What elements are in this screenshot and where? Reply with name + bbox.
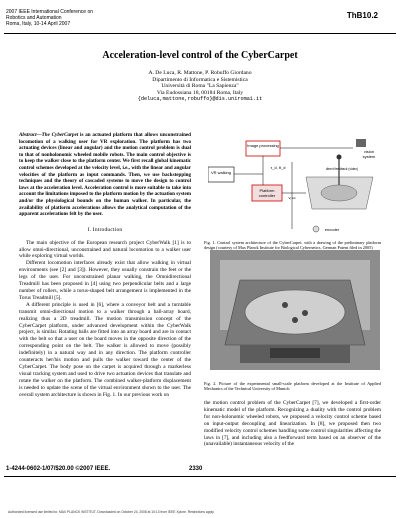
isbn-footer: 1-4244-0602-1/07/$20.00 ©2007 IEEE.: [6, 466, 111, 472]
v-omega-label: v, ω: [288, 195, 296, 200]
abstract-body: is an actuated platform that allows unconstrained locomotion of a walking user for VR exploration. The platform has two actuating devices (linear and angular) and the motion control problem is dual to that of nonholonomic wheeled mobile robots. The main control objective is to keep the walker close to the platform center. We first recall global kinematic control schemes developed at the velocity level, i.e., with the linear and angular velocities of the platform as input commands. Then, we use backstepping techniques and the theory of cascaded systems to move the design to control laws at the acceleration level. Acceleration control is more suitable to take into account the limitations imposed to the platform motion by the actuation system and/or the physiological bounds on the human walker. In particular, the availability of platform accelerations allows the analytical computation of the apparent accelerations felt by the user.: [19, 132, 191, 218]
abstract-lead: Abstract—: [19, 132, 42, 138]
paper-title: Acceleration-level control of the CyberCarpet: [102, 50, 298, 61]
figure-2-photo: [210, 250, 380, 370]
image-processing-label: Image processing: [247, 143, 279, 148]
abstract: [19, 132, 191, 218]
photo-ball-1: [282, 302, 288, 308]
vr-walking-label: VR walking: [210, 170, 231, 175]
author-emails: {deluca,mattone,robuffo}@dis.uniroma1.it: [137, 96, 263, 102]
conference-line-1: 2007 IEEE International Conference on: [6, 9, 94, 15]
encoder-label: encoder: [324, 227, 340, 232]
intro-paragraph-1: The main objective of the European research project CyberWalk [1] is to allow omni-directional, unconstrained and natural locomotion to a walker user while exploring virtual worlds.: [19, 239, 191, 260]
photo-ball-3: [292, 317, 298, 323]
author-block: [0, 70, 400, 103]
author-dept: Dipartimento di Informatica e Sistemistica: [152, 76, 248, 83]
footer-rule: [4, 476, 396, 477]
license-notice: Authorized licensed use limited to: MAX PLANCK INSTITUT. Downloaded on October 24, 2008 at 10:13 from IEEE Xplore. Restrictions apply.: [8, 510, 215, 514]
encoder-icon: [313, 226, 319, 232]
intro-continuation: the motion control problem of the CyberCarpet [7], we developed a first-order kinematic model of the platform. Recognizing a duality with the control problem for non-holonomic wheeled robots, we proposed a velocity control scheme based on input-output decoupling and linearization. In [8], we proposed then two modified velocity control schemes handling some control singularities affecting the laws in [7], and including also a feedforward term based on an observer of the (unavailable) instantaneous velocity of the: [204, 400, 381, 448]
page-number: 2330: [189, 466, 203, 472]
left-column: [19, 132, 191, 398]
header-rule: [4, 33, 396, 34]
photo-turntable: [245, 290, 345, 334]
abstract-term: The CyberCarpet: [41, 132, 79, 138]
walker-head: [337, 155, 342, 160]
conference-info: [6, 9, 93, 27]
author-univ: Università di Roma "La Sapienza": [161, 83, 239, 89]
conference-line-3: Roma, Italy, 10-14 April 2007: [6, 21, 71, 27]
author-address: Via Eudossiana 18, 00184 Roma, Italy: [156, 89, 244, 96]
platform-photo-svg: [210, 250, 380, 370]
right-column: [204, 400, 381, 448]
platform-turntable: [321, 185, 357, 201]
figure-2-caption: Fig. 2. Picture of the experimental small-scale platform developed at the Institute of Applied Mechanics of the Technical University of Munich: [204, 381, 381, 392]
session-code: ThB10.2: [346, 11, 378, 20]
architecture-svg: [208, 137, 380, 237]
figure-1-caption: Fig. 1. Control system architecture of the CyberCarpet, with a drawing of the preliminary platform design (courtesy of Max Planck Institute for Biological Cybernetics, German Patent filed in 2005): [204, 240, 381, 251]
carpet-feedback-label: direct feedback (video): [325, 167, 359, 171]
photo-motor: [270, 348, 320, 358]
vision-system-label: vision system: [362, 149, 376, 159]
intro-paragraph-3: A different principle is used in [6], where a conveyor belt and a turntable transmit omni-directional motion to a walker through a ball-array board, realizing thus a 2D treadmill. The motion transmission concept of the CyberCarpet platform, under advanced development within the CyberWalk project, is similar. Rotating balls are fitted into an array board and are in contact with the belt so that a user on the board moves in the opposite direction of the corresponding point on the belt. The walker is allowed to move (possibly indefinitely) in a natural way and in any direction. The platform controller counteracts her/his motion and pulls the walker toward the center of the CyberCarpet. The body pose on the carpet is acquired through a markerless visual tracking system and used to drive two actuation devices that translate and rotate the walker on the platform. The combined walker-platform displacement is needed to update the scene of the virtual environment shown to the user. The overall system architecture is shown in Fig. 1. In our previous work on: [19, 301, 191, 398]
tau-label: τ_d, θ_d: [270, 165, 286, 170]
author-names: A. De Luca, R. Mattone, P. Robuffo Giordano: [148, 70, 252, 76]
section-heading-introduction: I. Introduction: [87, 226, 123, 233]
conference-line-2: Robotics and Automation: [6, 15, 62, 21]
figure-1-diagram: [208, 137, 380, 237]
vision-camera-icon: [356, 139, 366, 147]
photo-ball-2: [302, 310, 308, 316]
platform-controller-label: Platform controller: [258, 188, 276, 198]
intro-paragraph-2: Different locomotion interfaces already exist that allow walking in virtual environments (see [2] and [3]). However, they usually constrain the feet or the legs of the user. For unconstrained planar walking, the Omnidirectional Treadmill has been proposed in [4] using two perpendicular belts and a large number of rollers, while a torus-shaped belt arrangement is implemented in the Torus Treadmill [5].: [19, 260, 191, 301]
